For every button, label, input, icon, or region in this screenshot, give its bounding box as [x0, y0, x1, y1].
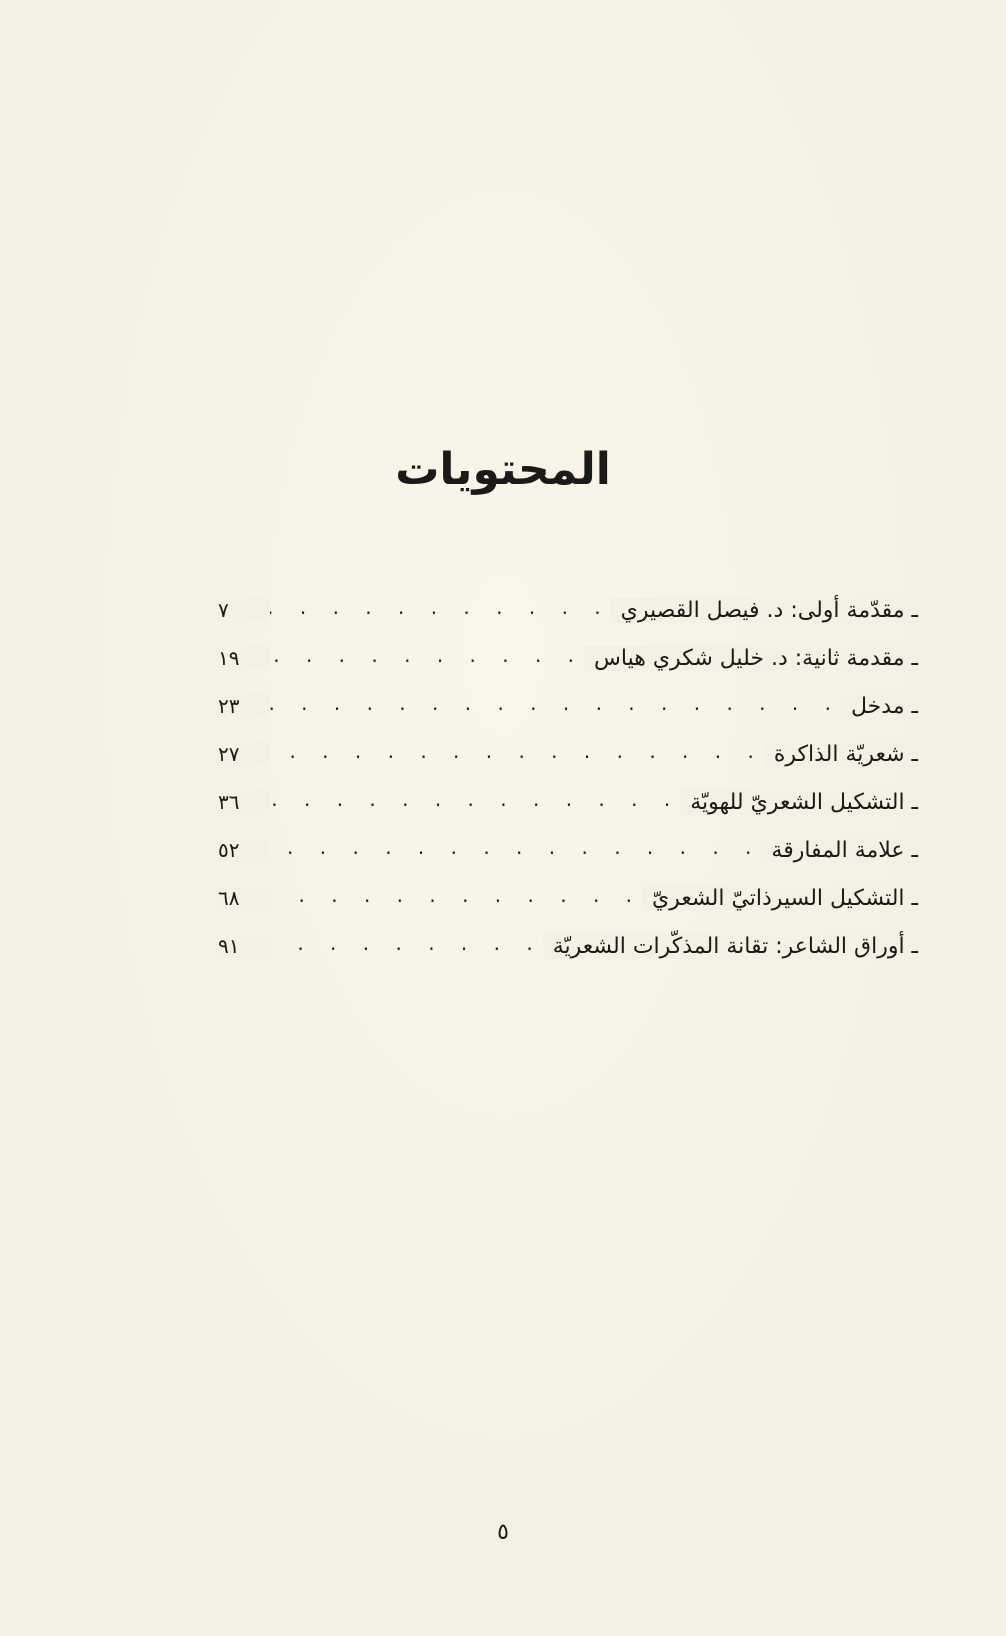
toc-entry [214, 778, 918, 826]
toc-entry-page: ٩١ [214, 934, 270, 958]
dot-leader [270, 586, 611, 634]
toc-entry-label: ـ علامة المفارقة [761, 838, 918, 863]
dot-leader [270, 922, 543, 970]
dot-leader [270, 826, 761, 874]
toc-entry [214, 586, 918, 634]
toc-entry-page: ٣٦ [214, 790, 270, 814]
toc-entry [214, 826, 918, 874]
toc-entry [214, 634, 918, 682]
toc-entry-page: ٧ [214, 598, 270, 622]
toc-entry-page: ١٩ [214, 646, 270, 670]
dot-leader [270, 634, 584, 682]
toc-entry-label: ـ مقدمة ثانية: د. خليل شكري هياس [584, 646, 918, 671]
table-of-contents [214, 586, 918, 970]
dot-leader [270, 730, 764, 778]
toc-entry-label: ـ أوراق الشاعر: تقانة المذكّرات الشعريّة [543, 934, 918, 959]
toc-entry-label: ـ مدخل [841, 694, 918, 719]
dot-leader [270, 874, 642, 922]
toc-entry-label: ـ التشكيل الشعريّ للهويّة [680, 790, 918, 815]
toc-entry-page: ٦٨ [214, 886, 270, 910]
toc-entry [214, 922, 918, 970]
page-number: ٥ [497, 1520, 509, 1545]
toc-entry-label: ـ التشكيل السيرذاتيّ الشعريّ [642, 886, 918, 911]
toc-entry-label: ـ مقدّمة أولى: د. فيصل القصيري [611, 598, 918, 623]
dot-leader [270, 778, 680, 826]
dot-leader [270, 682, 841, 730]
toc-entry [214, 730, 918, 778]
toc-entry-page: ٢٧ [214, 742, 270, 766]
toc-entry-label: ـ شعريّة الذاكرة [764, 742, 918, 767]
toc-entry-page: ٢٣ [214, 694, 270, 718]
toc-entry [214, 682, 918, 730]
toc-entry [214, 874, 918, 922]
page-title: المحتويات [395, 444, 611, 495]
toc-entry-page: ٥٢ [214, 838, 270, 862]
